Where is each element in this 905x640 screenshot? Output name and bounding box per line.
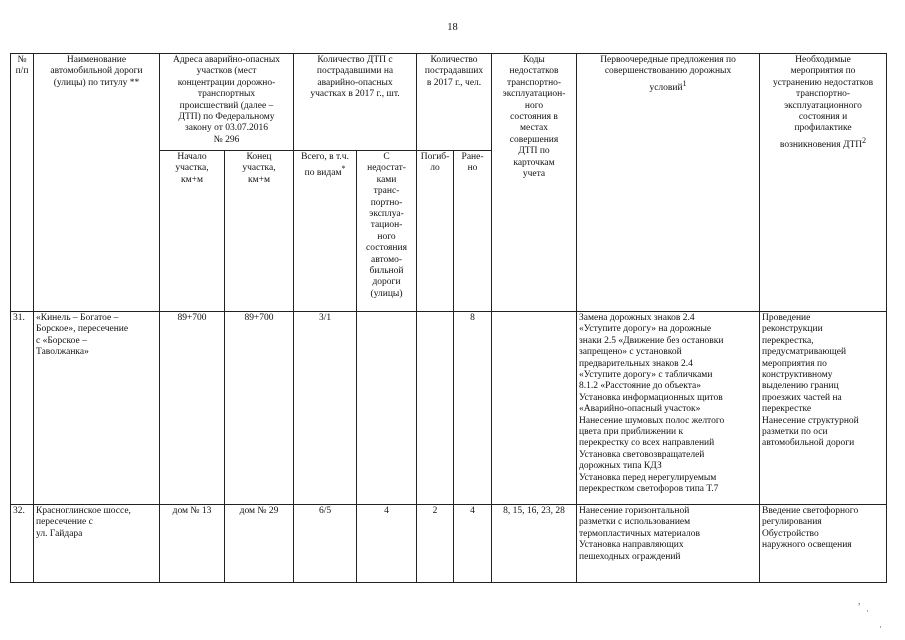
header-injured: Ране- но (454, 151, 492, 312)
scan-speck-mark: · (879, 622, 882, 632)
header-with-defects: С недостат- ками транс- портно- эксплуа- тацион- ного состояния автомо- бильной дороги (улицы) (357, 151, 417, 312)
header-proposals (577, 54, 760, 312)
row-road: Красноглинское шоссе, пересечение с ул. Гайдара (34, 505, 160, 583)
row-start: 89+700 (160, 312, 225, 505)
header-addresses: Адреса аварийно-опасных участков (мест концентрации дорожно- транспортных происшествий (далее – ДТП) по Федеральному закону от 03.07.2016 № 296 (160, 54, 294, 151)
row-end: 89+700 (225, 312, 294, 505)
header-start: Начало участка, км+м (160, 151, 225, 312)
row-codes (492, 312, 577, 505)
row-start: дом № 13 (160, 505, 225, 583)
row-num: 31. (11, 312, 34, 505)
row-num: 32. (11, 505, 34, 583)
header-measures-footnote: 2 (862, 135, 867, 145)
page-number: 18 (447, 22, 458, 33)
header-proposals-footnote: 1 (682, 78, 687, 88)
row-total: 3/1 (294, 312, 357, 505)
row-road: «Кинель – Богатое – Борское», пересечение с «Борское – Таволжанка» (34, 312, 160, 505)
accident-sites-table (10, 53, 887, 583)
row-measures: Введение светофорного регулирования Обустройство наружного освещения (760, 505, 887, 583)
row-killed (417, 312, 454, 505)
row-injured: 8 (454, 312, 492, 505)
scan-speck-mark: , (858, 596, 861, 606)
header-road-name: Наименование автомобильной дороги (улицы) по титулу ** (34, 54, 160, 312)
table-row (11, 505, 887, 583)
header-total-footnote: * (341, 164, 346, 174)
header-total-by-type (294, 151, 357, 312)
row-killed: 2 (417, 505, 454, 583)
header-dtp-count: Количество ДТП с пострадавшими на аварийно-опасных участках в 2017 г., шт. (294, 54, 417, 151)
row-end: дом № 29 (225, 505, 294, 583)
row-proposals: Нанесение горизонтальной разметки с использованием термопластичных материалов Установка направляющих пешеходных ограждений (577, 505, 760, 583)
row-injured: 4 (454, 505, 492, 583)
row-total: 6/5 (294, 505, 357, 583)
table-row (11, 312, 887, 505)
header-total-text: Всего, в т.ч. по видам (301, 152, 349, 179)
row-with-defects: 4 (357, 505, 417, 583)
header-measures (760, 54, 887, 312)
header-row-top (11, 54, 887, 151)
row-with-defects (357, 312, 417, 505)
scan-speck-mark: · (866, 606, 869, 616)
row-measures: Проведение реконструкции перекрестка, предусматривающей мероприятия по конструктивному выделению границ проезжих частей на перекрестке Нанесение структурной разметки по оси автомобильной дороги (760, 312, 887, 505)
header-measures-text: Необходимые мероприятия по устранению недостатков транспортно- эксплуатационного состояния и профилактике возникновения ДТП (772, 55, 874, 150)
header-defect-codes: Коды недостатков транспортно- эксплуатацион- ного состояния в местах совершения ДТП по карточкам учета (492, 54, 577, 312)
header-end: Конец участка, км+м (225, 151, 294, 312)
header-killed: Погиб- ло (417, 151, 454, 312)
header-proposals-text: Первоочередные предложения по совершенствованию дорожных условий (600, 55, 736, 93)
row-codes: 8, 15, 16, 23, 28 (492, 505, 577, 583)
header-num: № п/п (11, 54, 34, 312)
header-victims: Количество пострадавших в 2017 г., чел. (417, 54, 492, 151)
row-proposals: Замена дорожных знаков 2.4 «Уступите дорогу» на дорожные знаки 2.5 «Движение без остановки запрещено» с установкой предварительных знаков 2.4 «Уступите дорогу» с табличками 8.1.2 «Расстояние до объекта» Установка информационных щитов «Аварийно-опасный участок» Нанесение шумовых полос желтого цвета при приближении к перекрестку со всех направлений Установка световозвращателей дорожных типа КДЗ Установка перед нерегулируемым перекрестком светофоров типа Т.7 (577, 312, 760, 505)
